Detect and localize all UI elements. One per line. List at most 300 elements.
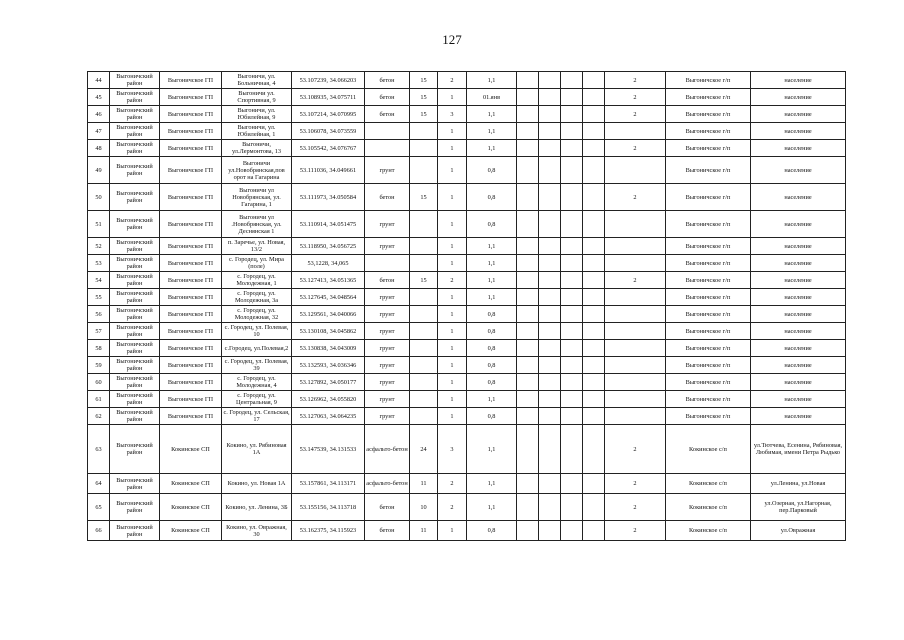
cell-e4 [583, 89, 605, 106]
cell-volume: 1,1 [467, 238, 517, 255]
cell-district: Выгоничский район [110, 123, 160, 140]
cell-e2 [539, 72, 561, 89]
cell-sources: население [751, 238, 846, 255]
cell-e2 [539, 391, 561, 408]
cell-e2 [539, 408, 561, 425]
cell-district: Выгоничский район [110, 521, 160, 541]
cell-coords: 53.127413, 34.051365 [292, 272, 365, 289]
cell-containers: 1 [438, 123, 467, 140]
table-row [88, 272, 846, 289]
table-row [88, 374, 846, 391]
cell-volume: 0,8 [467, 374, 517, 391]
cell-district: Выгоничский район [110, 140, 160, 157]
table-row [88, 72, 846, 89]
cell-volume: 01.янв [467, 89, 517, 106]
cell-surface: бетон [365, 521, 410, 541]
cell-sources: население [751, 391, 846, 408]
cell-e2 [539, 323, 561, 340]
cell-e1 [517, 408, 539, 425]
cell-area: 15 [410, 89, 438, 106]
cell-owner: Выгоничское г/п [666, 72, 751, 89]
cell-volume: 1,1 [467, 474, 517, 494]
cell-num: 50 [88, 184, 110, 211]
cell-e3 [561, 72, 583, 89]
cell-sources: население [751, 157, 846, 184]
cell-e1 [517, 123, 539, 140]
cell-area [410, 238, 438, 255]
cell-e2 [539, 357, 561, 374]
cell-containers: 1 [438, 211, 467, 238]
cell-count: 2 [605, 494, 666, 521]
cell-e3 [561, 391, 583, 408]
table-row [88, 306, 846, 323]
cell-surface: грунт [365, 157, 410, 184]
cell-e4 [583, 211, 605, 238]
waste-sites-table [87, 71, 846, 541]
cell-owner: Выгоничское г/п [666, 211, 751, 238]
cell-containers: 3 [438, 425, 467, 474]
cell-e4 [583, 123, 605, 140]
cell-coords: 53.118950, 34.056725 [292, 238, 365, 255]
cell-area: 24 [410, 425, 438, 474]
cell-containers: 1 [438, 140, 467, 157]
cell-num: 60 [88, 374, 110, 391]
cell-count: 2 [605, 521, 666, 541]
cell-surface: грунт [365, 211, 410, 238]
cell-e3 [561, 157, 583, 184]
cell-area [410, 357, 438, 374]
cell-volume: 0,8 [467, 184, 517, 211]
cell-count [605, 306, 666, 323]
table-row [88, 323, 846, 340]
cell-e4 [583, 184, 605, 211]
cell-owner: Кокинское с/п [666, 521, 751, 541]
cell-e3 [561, 184, 583, 211]
cell-area [410, 211, 438, 238]
cell-settlement: Выгоничское ГП [160, 391, 222, 408]
cell-settlement: Выгоничское ГП [160, 72, 222, 89]
cell-containers: 1 [438, 521, 467, 541]
cell-e2 [539, 89, 561, 106]
cell-e2 [539, 494, 561, 521]
cell-owner: Выгоничское г/п [666, 272, 751, 289]
cell-address: с. Городец, ул. Молодежная, 3а [222, 289, 292, 306]
cell-sources: население [751, 211, 846, 238]
cell-count [605, 238, 666, 255]
cell-count [605, 374, 666, 391]
cell-e2 [539, 140, 561, 157]
cell-address: Выгоничи ул .Новобрянская, ул. Деснянская 1 [222, 211, 292, 238]
cell-count: 2 [605, 72, 666, 89]
cell-owner: Выгоничское г/п [666, 238, 751, 255]
cell-area [410, 306, 438, 323]
cell-district: Выгоничский район [110, 289, 160, 306]
cell-volume: 0,8 [467, 306, 517, 323]
cell-count: 2 [605, 474, 666, 494]
cell-e1 [517, 474, 539, 494]
cell-num: 59 [88, 357, 110, 374]
cell-surface: бетон [365, 89, 410, 106]
cell-district: Выгоничский район [110, 323, 160, 340]
cell-e4 [583, 272, 605, 289]
cell-e4 [583, 340, 605, 357]
cell-e3 [561, 306, 583, 323]
cell-district: Выгоничский район [110, 211, 160, 238]
cell-district: Выгоничский район [110, 374, 160, 391]
cell-coords: 53.127892, 34.050177 [292, 374, 365, 391]
cell-surface: бетон [365, 72, 410, 89]
cell-district: Выгоничский район [110, 255, 160, 272]
cell-address: Выгоничи ул.Новобрянская,пов орот на Гагарина [222, 157, 292, 184]
cell-e4 [583, 357, 605, 374]
cell-settlement: Выгоничское ГП [160, 306, 222, 323]
cell-num: 63 [88, 425, 110, 474]
cell-e3 [561, 106, 583, 123]
cell-owner: Выгоничское г/п [666, 106, 751, 123]
cell-count: 2 [605, 425, 666, 474]
cell-e2 [539, 211, 561, 238]
cell-e3 [561, 425, 583, 474]
cell-sources: население [751, 72, 846, 89]
cell-sources: население [751, 255, 846, 272]
cell-sources: население [751, 123, 846, 140]
cell-e3 [561, 89, 583, 106]
cell-area: 15 [410, 72, 438, 89]
cell-settlement: Выгоничское ГП [160, 106, 222, 123]
cell-volume: 1,1 [467, 494, 517, 521]
table-row [88, 391, 846, 408]
cell-sources: население [751, 184, 846, 211]
cell-containers: 2 [438, 474, 467, 494]
cell-e2 [539, 123, 561, 140]
cell-area: 11 [410, 474, 438, 494]
cell-e2 [539, 306, 561, 323]
cell-district: Выгоничский район [110, 306, 160, 323]
table-row [88, 289, 846, 306]
cell-volume: 1,1 [467, 391, 517, 408]
cell-volume: 0,8 [467, 157, 517, 184]
cell-coords: 53.107239, 34.066203 [292, 72, 365, 89]
cell-e4 [583, 494, 605, 521]
cell-coords: 53.130838, 34.043009 [292, 340, 365, 357]
table-row [88, 255, 846, 272]
table-row [88, 184, 846, 211]
cell-area [410, 123, 438, 140]
cell-coords: 53.157861, 34.113171 [292, 474, 365, 494]
table-body [88, 72, 846, 541]
cell-settlement: Кокинское СП [160, 494, 222, 521]
cell-e1 [517, 425, 539, 474]
cell-e2 [539, 340, 561, 357]
cell-num: 58 [88, 340, 110, 357]
cell-e4 [583, 391, 605, 408]
cell-count: 2 [605, 106, 666, 123]
cell-containers: 1 [438, 408, 467, 425]
cell-count: 2 [605, 272, 666, 289]
cell-containers: 1 [438, 391, 467, 408]
cell-district: Выгоничский район [110, 425, 160, 474]
cell-e1 [517, 272, 539, 289]
cell-e3 [561, 494, 583, 521]
cell-surface [365, 255, 410, 272]
cell-e3 [561, 140, 583, 157]
cell-settlement: Выгоничское ГП [160, 238, 222, 255]
cell-e3 [561, 357, 583, 374]
cell-e1 [517, 340, 539, 357]
cell-surface: грунт [365, 357, 410, 374]
cell-volume: 0,8 [467, 211, 517, 238]
cell-num: 56 [88, 306, 110, 323]
cell-district: Выгоничский район [110, 391, 160, 408]
cell-e1 [517, 255, 539, 272]
cell-count [605, 289, 666, 306]
cell-volume: 1,1 [467, 123, 517, 140]
cell-address: Выгоничи, ул. Юбилейная, 9 [222, 106, 292, 123]
cell-surface: грунт [365, 306, 410, 323]
cell-count: 2 [605, 89, 666, 106]
cell-sources: ул.Овражная [751, 521, 846, 541]
cell-coords: 53.107214, 34.070995 [292, 106, 365, 123]
cell-district: Выгоничский район [110, 89, 160, 106]
cell-num: 64 [88, 474, 110, 494]
cell-sources: население [751, 289, 846, 306]
cell-owner: Выгоничское г/п [666, 157, 751, 184]
cell-surface: грунт [365, 374, 410, 391]
cell-area: 15 [410, 184, 438, 211]
cell-district: Выгоничский район [110, 474, 160, 494]
cell-sources: население [751, 408, 846, 425]
cell-num: 45 [88, 89, 110, 106]
table-row [88, 89, 846, 106]
cell-e1 [517, 306, 539, 323]
cell-e1 [517, 323, 539, 340]
cell-settlement: Кокинское СП [160, 425, 222, 474]
cell-surface: грунт [365, 340, 410, 357]
cell-area: 15 [410, 106, 438, 123]
cell-surface: грунт [365, 391, 410, 408]
cell-address: с. Городец, ул. Молодежная, 4 [222, 374, 292, 391]
cell-surface: грунт [365, 323, 410, 340]
cell-e3 [561, 272, 583, 289]
cell-e4 [583, 306, 605, 323]
cell-volume: 1,1 [467, 106, 517, 123]
cell-district: Выгоничский район [110, 157, 160, 184]
cell-e3 [561, 255, 583, 272]
cell-e4 [583, 289, 605, 306]
cell-coords: 53.147539, 34.131533 [292, 425, 365, 474]
cell-containers: 1 [438, 255, 467, 272]
cell-e2 [539, 184, 561, 211]
cell-area [410, 323, 438, 340]
cell-count [605, 157, 666, 184]
cell-settlement: Выгоничское ГП [160, 140, 222, 157]
cell-volume: 1,1 [467, 289, 517, 306]
cell-e4 [583, 521, 605, 541]
cell-count [605, 255, 666, 272]
cell-e2 [539, 106, 561, 123]
cell-count [605, 357, 666, 374]
cell-count [605, 408, 666, 425]
cell-e4 [583, 238, 605, 255]
cell-coords: 53,1228, 34,065 [292, 255, 365, 272]
cell-volume: 1,1 [467, 425, 517, 474]
cell-containers: 1 [438, 306, 467, 323]
cell-count [605, 211, 666, 238]
cell-settlement: Выгоничское ГП [160, 255, 222, 272]
cell-surface: грунт [365, 238, 410, 255]
cell-sources: население [751, 306, 846, 323]
cell-e2 [539, 289, 561, 306]
cell-e1 [517, 157, 539, 184]
cell-settlement: Выгоничское ГП [160, 408, 222, 425]
cell-district: Выгоничский район [110, 238, 160, 255]
cell-owner: Выгоничское г/п [666, 408, 751, 425]
cell-e4 [583, 255, 605, 272]
table-row [88, 521, 846, 541]
cell-sources: население [751, 106, 846, 123]
cell-num: 49 [88, 157, 110, 184]
cell-containers: 1 [438, 289, 467, 306]
cell-coords: 53.155156, 34.113718 [292, 494, 365, 521]
cell-district: Выгоничский район [110, 494, 160, 521]
cell-count [605, 391, 666, 408]
cell-surface: бетон [365, 106, 410, 123]
cell-surface: бетон [365, 184, 410, 211]
cell-e3 [561, 323, 583, 340]
cell-settlement: Выгоничское ГП [160, 157, 222, 184]
cell-settlement: Выгоничское ГП [160, 123, 222, 140]
cell-owner: Выгоничское г/п [666, 184, 751, 211]
cell-surface: грунт [365, 408, 410, 425]
cell-e3 [561, 408, 583, 425]
cell-settlement: Кокинское СП [160, 474, 222, 494]
cell-address: п. Заречье, ул. Новая, 13/2 [222, 238, 292, 255]
cell-settlement: Выгоничское ГП [160, 184, 222, 211]
cell-owner: Кокинское с/п [666, 425, 751, 474]
table-row [88, 357, 846, 374]
cell-address: Выгоничи ул Новобрянская, ул. Гагарина, 1 [222, 184, 292, 211]
cell-address: с. Городец, ул. Мира (поле) [222, 255, 292, 272]
cell-e4 [583, 72, 605, 89]
cell-e1 [517, 184, 539, 211]
cell-containers: 2 [438, 72, 467, 89]
cell-area [410, 140, 438, 157]
table-row [88, 157, 846, 184]
cell-address: с. Городец, ул. Сельская, 17 [223, 409, 290, 423]
cell-e4 [583, 140, 605, 157]
cell-e4 [583, 106, 605, 123]
table-row [88, 494, 846, 521]
cell-surface [365, 123, 410, 140]
table-row [88, 140, 846, 157]
cell-address: Выгоничи, ул. Больничная, 4 [222, 72, 292, 89]
cell-settlement: Выгоничское ГП [160, 89, 222, 106]
cell-e4 [583, 408, 605, 425]
cell-e4 [583, 425, 605, 474]
cell-owner: Выгоничское г/п [666, 357, 751, 374]
cell-district: Выгоничский район [110, 408, 160, 425]
cell-e1 [517, 289, 539, 306]
table-row [88, 474, 846, 494]
cell-owner: Выгоничское г/п [666, 374, 751, 391]
cell-num: 62 [88, 408, 110, 425]
cell-owner: Кокинское с/п [666, 494, 751, 521]
cell-coords: 53.127645, 34.048564 [292, 289, 365, 306]
cell-num: 57 [88, 323, 110, 340]
cell-owner: Выгоничское г/п [666, 89, 751, 106]
cell-coords: 53.130108, 34.045862 [292, 323, 365, 340]
cell-area: 11 [410, 521, 438, 541]
cell-e1 [517, 72, 539, 89]
cell-num: 55 [88, 289, 110, 306]
cell-coords: 53.111036, 34.049661 [292, 157, 365, 184]
cell-district: Выгоничский район [110, 357, 160, 374]
cell-e4 [583, 323, 605, 340]
cell-area [410, 255, 438, 272]
cell-volume: 0,8 [467, 521, 517, 541]
cell-coords: 53.105542, 34.076767 [292, 140, 365, 157]
cell-e3 [561, 521, 583, 541]
cell-area: 15 [410, 272, 438, 289]
cell-volume: 0,8 [467, 357, 517, 374]
cell-containers: 1 [438, 89, 467, 106]
cell-containers: 1 [438, 184, 467, 211]
cell-address: Кокино, ул. Овражная, 30 [222, 521, 292, 541]
cell-surface: асфальто-бетон [365, 474, 410, 494]
cell-coords: 53.108935, 34.075711 [292, 89, 365, 106]
cell-surface [365, 140, 410, 157]
cell-district: Выгоничский район [110, 72, 160, 89]
cell-area [410, 408, 438, 425]
cell-volume: 0,8 [467, 323, 517, 340]
cell-sources: население [751, 374, 846, 391]
cell-e1 [517, 391, 539, 408]
cell-district: Выгоничский район [110, 340, 160, 357]
cell-district: Выгоничский район [110, 106, 160, 123]
cell-e3 [561, 289, 583, 306]
cell-e3 [561, 340, 583, 357]
cell-address: с. Городец, ул. Молодежная, 32 [222, 306, 292, 323]
cell-num: 61 [88, 391, 110, 408]
cell-address: Кокино, ул. Новая 1А [222, 474, 292, 494]
cell-e3 [561, 474, 583, 494]
cell-surface: бетон [365, 272, 410, 289]
cell-e2 [539, 255, 561, 272]
cell-e1 [517, 238, 539, 255]
cell-owner: Выгоничское г/п [666, 140, 751, 157]
cell-address: Выгоничи, ул. Юбилейная, 1 [222, 123, 292, 140]
cell-num: 47 [88, 123, 110, 140]
cell-sources: население [751, 340, 846, 357]
cell-num: 66 [88, 521, 110, 541]
cell-settlement: Выгоничское ГП [160, 357, 222, 374]
cell-num: 54 [88, 272, 110, 289]
cell-owner: Выгоничское г/п [666, 323, 751, 340]
cell-count: 2 [605, 140, 666, 157]
cell-e1 [517, 106, 539, 123]
cell-containers: 1 [438, 323, 467, 340]
cell-volume: 1,1 [467, 255, 517, 272]
cell-coords: 53.110914, 34.051475 [292, 211, 365, 238]
cell-e2 [539, 238, 561, 255]
cell-coords: 53.106078, 34.073559 [292, 123, 365, 140]
cell-address: Выгоничи ул. Спортивная, 9 [222, 89, 292, 106]
table-row [88, 408, 846, 425]
cell-surface: бетон [365, 494, 410, 521]
cell-num: 51 [88, 211, 110, 238]
cell-e4 [583, 374, 605, 391]
cell-area [410, 374, 438, 391]
